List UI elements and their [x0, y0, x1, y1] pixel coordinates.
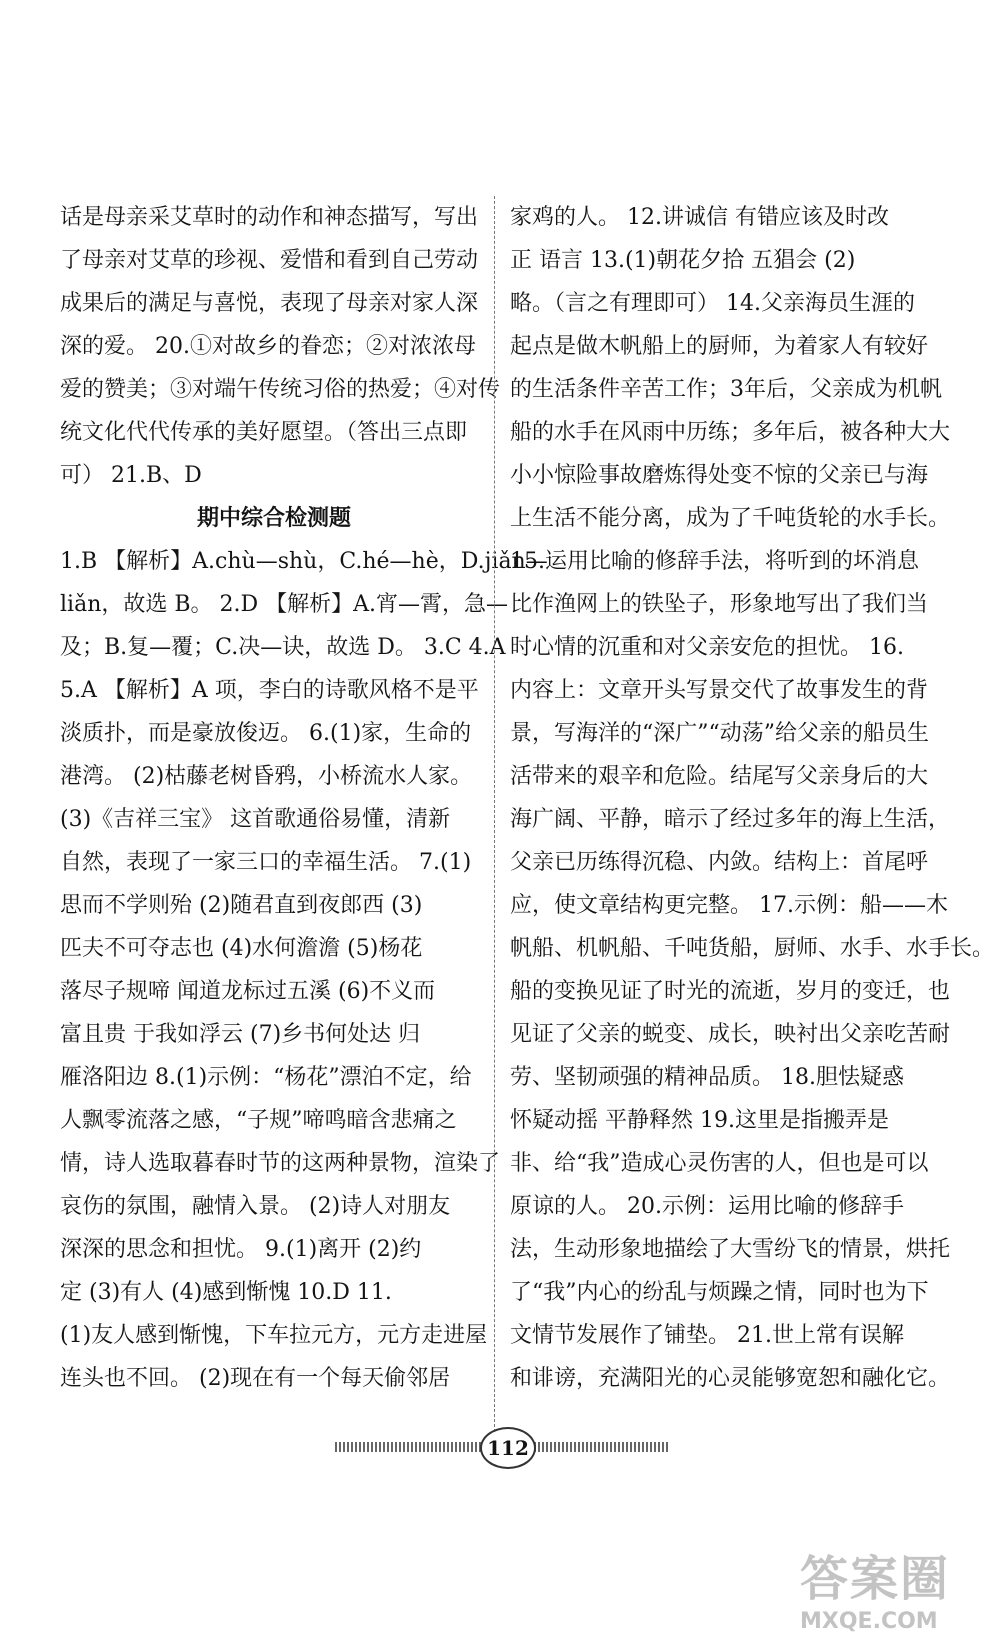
text-line: 和诽谤，充满阳光的心灵能够宽恕和融化它。: [510, 1366, 951, 1391]
text-line: 港湾。 (2)枯藤老树昏鸦，小桥流水人家。: [60, 764, 473, 789]
text-line: 话是母亲采艾草时的动作和神态描写，写出: [60, 205, 479, 230]
text-line: 深深的思念和担忧。 9.(1)离开 (2)约: [60, 1237, 422, 1262]
text-line: 哀伤的氛围，融情入景。 (2)诗人对朋友: [60, 1194, 451, 1219]
text-line: 见证了父亲的蜕变、成长，映衬出父亲吃苦耐: [510, 1022, 951, 1047]
footer-ornament-right: [530, 1442, 670, 1452]
text-line: 匹夫不可夺志也 (4)水何澹澹 (5)杨花: [60, 936, 423, 961]
text-line: 怀疑动摇 平静释然 19.这里是指搬弄是: [510, 1108, 889, 1133]
text-line: 船的水手在风雨中历练；多年后，被各种大大: [510, 420, 951, 445]
text-line: 父亲已历练得沉稳、内敛。结构上：首尾呼: [510, 850, 929, 875]
left-column: [60, 196, 548, 1400]
text-line: 非、给“我”造成心灵伤害的人，但也是可以: [510, 1151, 929, 1176]
text-line: 内容上：文章开头写景交代了故事发生的背: [510, 678, 929, 703]
text-line: 思而不学则殆 (2)随君直到夜郎西 (3): [60, 893, 423, 918]
right-column: [510, 196, 995, 1400]
text-line: 原谅的人。 20.示例：运用比喻的修辞手: [510, 1194, 904, 1219]
text-line: 起点是做木帆船上的厨师，为着家人有较好: [510, 334, 929, 359]
text-line: 统文化代代传承的美好愿望。（答出三点即: [60, 420, 468, 445]
text-line: 略。（言之有理即可） 14.父亲海员生涯的: [510, 291, 915, 316]
text-line: 活带来的艰辛和危险。结尾写父亲身后的大: [510, 764, 929, 789]
text-line: 雁洛阳边 8.(1)示例：“杨花”漂泊不定，给: [60, 1065, 472, 1090]
section-title: 期中综合检测题: [196, 506, 351, 531]
text-line: 正 语言 13.(1)朝花夕拾 五猖会 (2): [510, 248, 856, 273]
text-line: 成果后的满足与喜悦，表现了母亲对家人深: [60, 291, 479, 316]
text-line: 应，使文章结构更完整。 17.示例：船——木: [510, 893, 948, 918]
text-line: 劳、坚韧顽强的精神品质。 18.胆怯疑惑: [510, 1065, 904, 1090]
text-line: 上生活不能分离，成为了千吨货轮的水手长。: [510, 506, 951, 531]
text-line: 海广阔、平静，暗示了经过多年的海上生活，: [510, 807, 951, 832]
text-line: 落尽子规啼 闻道龙标过五溪 (6)不义而: [60, 979, 436, 1004]
page-number: 112: [480, 1427, 536, 1469]
text-line: 爱的赞美；③对端午传统习俗的热爱；④对传: [60, 377, 501, 402]
text-line: 了“我”内心的纷乱与烦躁之情，同时也为下: [510, 1280, 929, 1305]
column-divider: [494, 196, 495, 1432]
text-line: 情，诗人选取暮春时节的这两种景物，渲染了: [60, 1151, 501, 1176]
text-line: 1.B 【解析】A.chù—shù，C.hé—hè，D.jiǎn—: [60, 549, 548, 574]
text-line: 时心情的沉重和对父亲安危的担忧。 16.: [510, 635, 904, 660]
text-line: (3)《吉祥三宝》 这首歌通俗易懂，清新: [60, 807, 451, 832]
text-line: liǎn，故选 B。 2.D 【解析】A.宵—霄，急—: [60, 592, 509, 617]
text-line: 连头也不回。 (2)现在有一个每天偷邻居: [60, 1366, 451, 1391]
text-line: 淡质扑，而是豪放俊迈。 6.(1)家，生命的: [60, 721, 472, 746]
text-line: 定 (3)有人 (4)感到惭愧 10.D 11.: [60, 1280, 392, 1305]
text-line: 家鸡的人。 12.讲诚信 有错应该及时改: [510, 205, 889, 230]
watermark-logo-text: 答案圈: [800, 1551, 951, 1607]
watermark-url: MXQE.COM: [800, 1609, 938, 1634]
text-line: 帆船、机帆船、千吨货船，厨师、水手、水手长。: [510, 936, 995, 961]
text-line: 及；B.复—覆；C.决—诀，故选 D。 3.C 4.A: [60, 635, 506, 660]
text-line: 自然，表现了一家三口的幸福生活。 7.(1): [60, 850, 472, 875]
text-line: 15.运用比喻的修辞手法，将听到的坏消息: [510, 549, 919, 574]
text-line: 船的变换见证了时光的流逝，岁月的变迁，也: [510, 979, 951, 1004]
text-line: 的生活条件辛苦工作；3年后，父亲成为机帆: [510, 377, 942, 402]
footer-ornament-left: [335, 1442, 485, 1452]
text-line: 富且贵 于我如浮云 (7)乡书何处达 归: [60, 1022, 421, 1047]
text-line: 比作渔网上的铁坠子，形象地写出了我们当: [510, 592, 929, 617]
text-line: 人飘零流落之感，“子规”啼鸣暗含悲痛之: [60, 1108, 457, 1133]
text-line: 可） 21.B、D: [60, 463, 202, 488]
watermark-logo: [800, 1540, 980, 1640]
text-line: 景，写海洋的“深广”“动荡”给父亲的船员生: [510, 721, 929, 746]
text-line: 深的爱。 20.①对故乡的眷恋；②对浓浓母: [60, 334, 476, 359]
text-line: 文情节发展作了铺垫。 21.世上常有误解: [510, 1323, 904, 1348]
text-line: 小小惊险事故磨炼得处变不惊的父亲已与海: [510, 463, 929, 488]
text-line: 5.A 【解析】A 项，李白的诗歌风格不是平: [60, 678, 479, 703]
text-line: (1)友人感到惭愧，下车拉元方，元方走进屋: [60, 1323, 488, 1348]
text-line: 法，生动形象地描绘了大雪纷飞的情景，烘托: [510, 1237, 951, 1262]
text-line: 了母亲对艾草的珍视、爱惜和看到自己劳动: [60, 248, 479, 273]
